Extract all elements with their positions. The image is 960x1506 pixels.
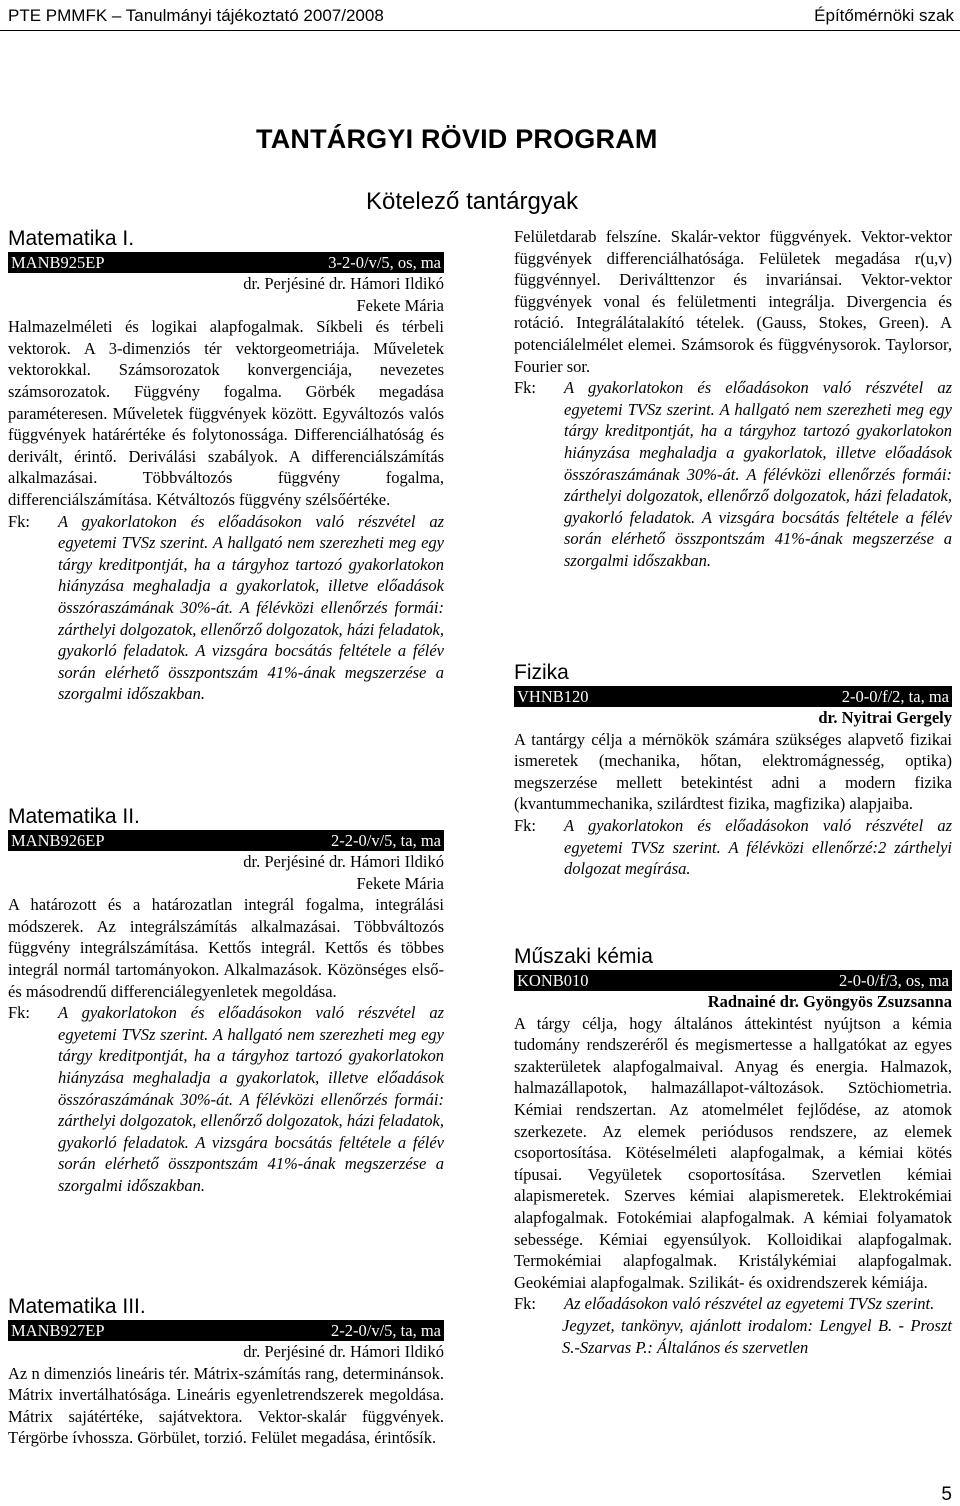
course-credits: 2-2-0/v/5, ta, ma <box>331 831 441 850</box>
course-code-bar <box>8 1320 444 1341</box>
requirements-text: A gyakorlatokon és előadásokon való részvétel az egyetemi TVSz szerint. A félévközi ellenőrzé:2 zárthelyi dolgozat megírása. <box>564 815 952 879</box>
requirements-text: A gyakorlatokon és előadásokon való részvétel az egyetemi TVSz szerint. A hallgató nem szerezheti meg egy tárgy kreditpontját, ha a tárgyhoz tartozó gyakorlatokon hiányzása meghaladja a gyakorlatok, illetve előadások összóraszámának 30%-át. A félévközi ellenőrzés formái: zárthelyi dolgozatok, ellenőrző dolgozatok, házi feladatok, gyakorló feladatok. A vizsgára bocsátás feltétele a félév során elérhető összpontszám 41%-ának megszerzése a szorgalmi időszakban. <box>58 511 444 704</box>
course-title: Műszaki kémia <box>514 945 653 968</box>
header-right-text: Építőmérnöki szak <box>814 6 954 25</box>
course-teacher: dr. Perjésiné dr. Hámori Ildikó <box>243 274 444 293</box>
course-description: A határozott és a határozatlan integrál fogalma, integrálási módszerek. Az integrálszámítás alkalmazásai. Többváltozós függvény integrálszámítása. Kettős integrál. Kettős és többes integrál normál tartományokon. Alkalmazások. Közönséges első- és másodrendű differenciálegyenletek megoldása. <box>8 895 444 1001</box>
requirements-text: A gyakorlatokon és előadásokon való részvétel az egyetemi TVSz szerint. A hallgató nem szerezheti meg egy tárgy kreditpontját, ha a tárgyhoz tartozó gyakorlatokon hiányzása meghaladja a gyakorlatok, illetve előadások összóraszámának 30%-át. A félévközi ellenőrzés formái: zárthelyi dolgozatok, ellenőrző dolgozatok, házi feladatok, gyakorló feladatok. A vizsgára bocsátás feltétele a félév során elérhető összpontszám 41%-ának megszerzése a szorgalmi időszakban. <box>58 1003 444 1195</box>
course-mat2 <box>8 804 444 1197</box>
course-literature: Jegyzet, tankönyv, ajánlott irodalom: Lengyel B. - Proszt S.-Szarvas P.: Általános és szervetlen <box>562 1315 952 1357</box>
page-title: TANTÁRGYI RÖVID PROGRAM <box>256 124 658 154</box>
course-code-bar <box>514 686 952 707</box>
course-teacher: Radnainé dr. Gyöngyös Zsuzsanna <box>707 992 952 1011</box>
course-fiz <box>514 660 952 880</box>
course-teacher: Fekete Mária <box>356 295 444 315</box>
course-requirements <box>514 377 952 571</box>
course-code-bar <box>514 970 952 991</box>
course-code: KONB010 <box>517 971 589 990</box>
course-teacher: dr. Nyitrai Gergely <box>818 708 952 727</box>
course-code-bar <box>8 252 444 273</box>
course-code: MANB925EP <box>11 253 105 272</box>
course-mat3 <box>8 1294 444 1449</box>
header-left-text: PTE PMMFK – Tanulmányi tájékoztató 2007/2008 <box>8 6 384 25</box>
course-requirements <box>8 1002 444 1196</box>
course-teacher: dr. Perjésiné dr. Hámori Ildikó <box>243 852 444 871</box>
course-mat3-continued <box>514 226 952 572</box>
requirements-label: Fk: <box>8 1003 31 1023</box>
course-description: A tárgy célja, hogy általános áttekintést nyújtson a kémia tudomány rendszeréről és megismertesse a hallgatókat az egyes szakterületek alapfogalmaival. Anyag és energia. Halmazok, halmazállapotok, halmazállapot-változások. Sztöchiometria. Kémiai rendszertan. Az atomelmélet fejlődése, az atomok szerkezete. Az elemek periódusos rendszere, az elemek csoportosítása. Kötéselméleti alapfogalmak, a kémiai kötés típusai. Vegyületek csoportosítása. Szervetlen kémiai alapismeretek. Szerves kémiai alapismeretek. Elektrokémiai alapfogalmak. Fotokémiai alapfogalmak. A kémiai folyamatok sebessége. Kémiai egyensúlyok. Kolloidikai alapfogalmak. Termokémiai alapfogalmak. Kristálykémiai alapfogalmak. Geokémiai alapfogalmak. Szilikát- és oxidrendszerek kémiája. <box>514 1013 952 1292</box>
requirements-label: Fk: <box>514 1294 537 1314</box>
requirements-text: Az előadásokon való részvétel az egyetemi TVSz szerint. <box>564 1294 935 1314</box>
course-title: Fizika <box>514 661 569 684</box>
course-code-bar <box>8 830 444 851</box>
course-mat1 <box>8 226 444 705</box>
course-credits: 2-0-0/f/2, ta, ma <box>841 687 949 706</box>
requirements-label: Fk: <box>514 815 537 835</box>
course-description: Az n dimenziós lineáris tér. Mátrix-számítás rang, determinánsok. Mátrix invertálhatósága. Lineáris egyenletrendszerek megoldása. Mátrix sajátértéke, sajátvektora. Vektor-skalár függvények. Térgörbe ívhossza. Görbület, torzió. Felület megadása, érintősík. <box>8 1363 444 1448</box>
requirements-label: Fk: <box>514 378 537 398</box>
page-header <box>0 0 960 34</box>
course-kem <box>514 944 952 1358</box>
header-rule <box>0 30 960 31</box>
course-title: Matematika I. <box>8 227 135 250</box>
course-teacher: dr. Perjésiné dr. Hámori Ildikó <box>243 1342 444 1361</box>
course-requirements <box>514 1293 952 1315</box>
course-requirements <box>514 815 952 880</box>
requirements-label: Fk: <box>8 511 31 531</box>
course-code: MANB927EP <box>11 1321 105 1340</box>
course-description: A tantárgy célja a mérnökök számára szükséges alapvető fizikai ismeretek (mechanika, hőtan, elektromágnesség, optika) megszerzése mellett betekintést adni a modern fizika (kvantummechanika, szilárdtest fizika, magfizika) alapjaiba. <box>514 729 952 814</box>
course-credits: 2-2-0/v/5, ta, ma <box>331 1321 441 1340</box>
course-code: VHNB120 <box>517 687 589 706</box>
course-description-continued: Felületdarab felszíne. Skalár-vektor függvények. Vektor-vektor függvények differenciálhatósága. Felületek megadása r(u,v) függvénnyel. Deriválttenzor és invariánsai. Vektor-vektor függvények vonal és felületmenti integrálja. Divergencia és rotáció. Integrálátalakító tételek. (Gauss, Stokes, Green). A potenciálelmélet elemei. Számsorok és függvénysorok. Taylorsor, Fourier sor. <box>514 227 952 376</box>
course-description: Halmazelméleti és logikai alapfogalmak. Síkbeli és térbeli vektorok. A 3-dimenziós tér vektorgeometriája. Műveletek vektorokkal. Számsorozatok konvergenciája, nevezetes számsorozatok. Függvény fogalma. Görbék megadása paraméteresen. Műveletek függvények között. Egyváltozós valós függvények határértéke és folytonossága. Differenciálhatóság és derivált, érintő. Deriválási szabályok. A differenciálszámítás alkalmazásai. Többváltozós függvény fogalma, differenciálszámítása. Kétváltozós függvény szélsőértéke. <box>8 317 444 509</box>
course-credits: 3-2-0/v/5, os, ma <box>328 253 441 272</box>
course-teacher: Fekete Mária <box>356 873 444 893</box>
course-code: MANB926EP <box>11 831 105 850</box>
page-number: 5 <box>941 1484 952 1505</box>
course-credits: 2-0-0/f/3, os, ma <box>839 971 949 990</box>
course-requirements <box>8 511 444 705</box>
course-title: Matematika II. <box>8 805 140 828</box>
page-subtitle: Kötelező tantárgyak <box>366 188 579 215</box>
course-title: Matematika III. <box>8 1295 146 1318</box>
requirements-text: A gyakorlatokon és előadásokon való részvétel az egyetemi TVSz szerint. A hallgató nem szerezheti meg egy tárgy kreditpontját, ha a tárgyhoz tartozó gyakorlatokon hiányzása meghaladja a gyakorlatok, illetve előadások összóraszámának 30%-át. A félévközi ellenőrzés formái: zárthelyi dolgozatok, ellenőrző dolgozatok, házi feladatok, gyakorló feladatok. A vizsgára bocsátás feltétele a félév során elérhető összpontszám 41%-ának megszerzése a szorgalmi időszakban. <box>564 378 952 570</box>
